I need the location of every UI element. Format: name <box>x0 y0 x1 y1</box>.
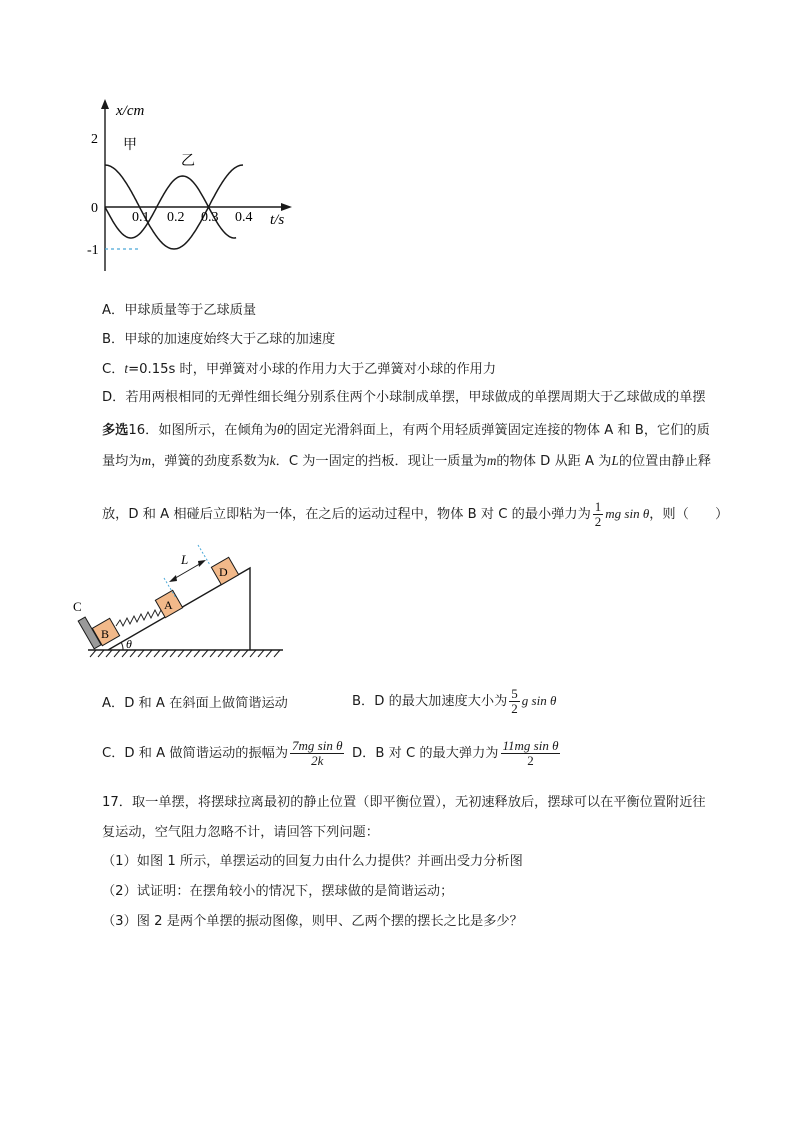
q15-option-c-prefix: C． <box>102 362 125 377</box>
y-axis-label: x/cm <box>116 103 145 119</box>
q17-sub-1: （1）如图 1 所示，单摆运动的回复力由什么力提供？并画出受力分析图 <box>102 854 523 869</box>
q16-spring-k: k <box>269 453 276 468</box>
q16-line-2-e: 的位置由静止释 <box>618 454 712 469</box>
ground-hatching <box>90 650 280 657</box>
q16-option-b <box>352 684 556 719</box>
q17-sub-2: （2）试证明：在摆角较小的情况下，摆球做的是简谐运动； <box>102 884 454 899</box>
x-axis-arrow <box>281 203 292 211</box>
series-label-yi: 乙 <box>181 154 195 169</box>
q16-option-d-text: D．B 对 C 的最大弹力为 <box>352 746 499 761</box>
q15-option-a: A．甲球质量等于乙球质量 <box>102 303 257 318</box>
x-tick-0.4: 0.4 <box>235 210 253 225</box>
q17-line-1: 17．取一单摆，将摆球拉离最初的静止位置（即平衡位置），无初速释放后，摆球可以在平衡位置附近往 <box>102 795 706 810</box>
q15-option-c <box>102 360 496 379</box>
q16-option-c-text: C．D 和 A 做简谐运动的振幅为 <box>102 746 289 761</box>
q16-line-3-expr: mg sin θ <box>605 506 650 521</box>
y-axis-arrow <box>101 99 109 109</box>
q16-mass-m: m <box>141 453 152 468</box>
angle-label: θ <box>126 637 132 651</box>
x-tick-0.3: 0.3 <box>201 210 219 225</box>
q16-line-2-d: 的物体 D 从距 A 为 <box>496 454 612 469</box>
label-d: D <box>219 565 228 579</box>
y-tick-minus1: -1 <box>87 243 99 258</box>
q16-option-d-fraction: $\frac{\text{11mg sin θ}}{2}$ <box>502 737 559 768</box>
y-tick-2: 2 <box>91 132 98 147</box>
label-L: L <box>181 552 189 567</box>
oscillation-graph <box>80 95 310 285</box>
q16-option-c <box>102 737 346 771</box>
series-label-jia: 甲 <box>123 138 137 153</box>
q16-theta: θ <box>277 422 284 437</box>
q16-option-a: A．D 和 A 在斜面上做简谐运动 <box>102 696 288 711</box>
q16-line-2-b: ，弹簧的劲度系数为 <box>151 454 270 469</box>
label-a: A <box>164 598 173 612</box>
q16-line-2 <box>102 452 711 471</box>
y-tick-0: 0 <box>91 201 98 216</box>
q16-multi-select-tag: 多选 <box>102 423 129 438</box>
x-axis-label: t/s <box>270 212 285 228</box>
q16-line-1 <box>102 421 710 440</box>
q16-mass-m-2: m <box>486 453 497 468</box>
q16-line-3-a: 放，D 和 A 相碰后立即粘为一体，在之后的运动过程中，物体 B 对 C 的最小弹力为 <box>102 507 591 522</box>
x-tick-0.1: 0.1 <box>132 210 150 225</box>
q16-line-1-b: 的固定光滑斜面上，有两个用轻质弹簧固定连接的物体 A 和 B，它们的质 <box>283 423 710 438</box>
q16-option-b-expr: g sin θ <box>521 693 557 708</box>
label-c: C <box>73 599 82 614</box>
x-tick-0.2: 0.2 <box>167 210 185 225</box>
distance-arrow-head-2 <box>198 560 206 567</box>
q16-line-3-fraction: $\frac{1}{2}$ <box>594 498 602 529</box>
q15-option-d: D．若用两根相同的无弹性细长绳分别系住两个小球制成单摆，甲球做成的单摆周期大于乙球做成的单摆 <box>102 390 706 405</box>
q16-line-2-c: ．C 为一固定的挡板．现让一质量为 <box>275 454 487 469</box>
q16-option-c-fraction: $\frac{\text{7mg sin θ}}{2k}$ <box>292 737 343 768</box>
angle-arc <box>121 642 123 650</box>
q15-option-b: B．甲球的加速度始终大于乙球的加速度 <box>102 332 336 347</box>
q16-line-2-a: 量均为 <box>102 454 142 469</box>
distance-arrow-head-1 <box>169 575 177 582</box>
q16-line-1-a: 16．如图所示，在倾角为 <box>128 423 278 438</box>
q16-line-3 <box>102 497 728 532</box>
q15-option-c-text: =0.15s 时，甲弹簧对小球的作用力大于乙弹簧对小球的作用力 <box>128 362 497 377</box>
q17-line-2: 复运动，空气阻力忽略不计，请回答下列问题： <box>102 825 379 840</box>
q16-option-d <box>352 737 562 771</box>
q15-option-c-var: t <box>124 361 129 376</box>
q16-option-b-fraction: $\frac{5}{2}$ <box>511 685 518 716</box>
q16-distance-L: L <box>611 453 619 468</box>
incline-figure <box>68 540 338 665</box>
q16-option-b-text: B．D 的最大加速度大小为 <box>352 694 508 709</box>
q16-line-3-b: ，则（ ） <box>649 507 729 522</box>
q17-sub-3: （3）图 2 是两个单摆的振动图像，则甲、乙两个摆的摆长之比是多少？ <box>102 914 523 929</box>
label-b: B <box>101 627 110 641</box>
